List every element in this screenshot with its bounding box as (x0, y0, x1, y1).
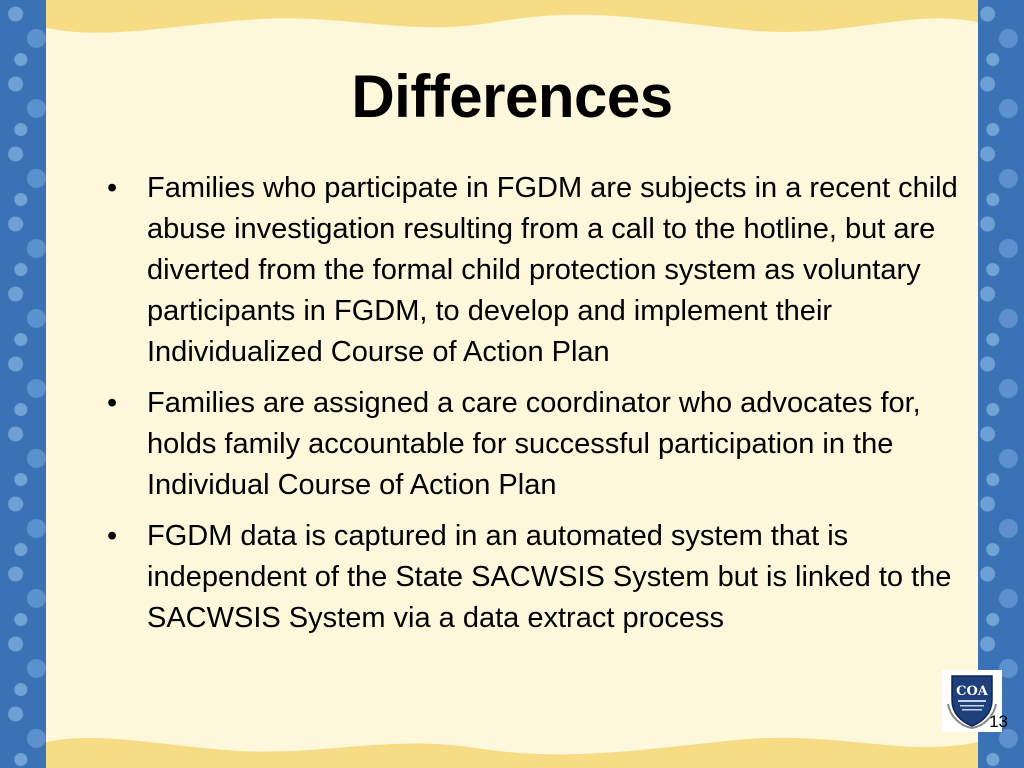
bullet-text: Families who participate in FGDM are subjects in a recent child abuse investigation resulting from a call to the hotline, but are diverted from the formal child protection system as voluntary participants in FGDM, to develop and implement their Individualized Course of Action Plan (147, 172, 958, 368)
slide-panel (46, 0, 978, 768)
slide-title: Differences (351, 63, 673, 130)
bullet-marker: • (107, 172, 118, 204)
right-border-pattern (972, 0, 1024, 768)
page-number: 13 (989, 712, 1008, 731)
bullet-item (100, 516, 970, 639)
bottom-wave-decoration (46, 728, 978, 768)
bullet-marker: • (107, 520, 118, 552)
bullet-list (100, 168, 970, 649)
bullet-marker: • (107, 387, 118, 419)
top-wave-decoration (46, 0, 978, 48)
coa-logo-text: COA (956, 684, 988, 699)
bullet-item (100, 383, 970, 506)
bullet-text: Families are assigned a care coordinator who advocates for, holds family accountable for successful participation in the Individual Course of Action Plan (147, 387, 921, 501)
left-border-pattern (0, 0, 52, 768)
bullet-item (100, 168, 970, 373)
bullet-text: FGDM data is captured in an automated system that is independent of the State SACWSIS System but is linked to the SACWSIS System via a data extract process (147, 520, 952, 634)
